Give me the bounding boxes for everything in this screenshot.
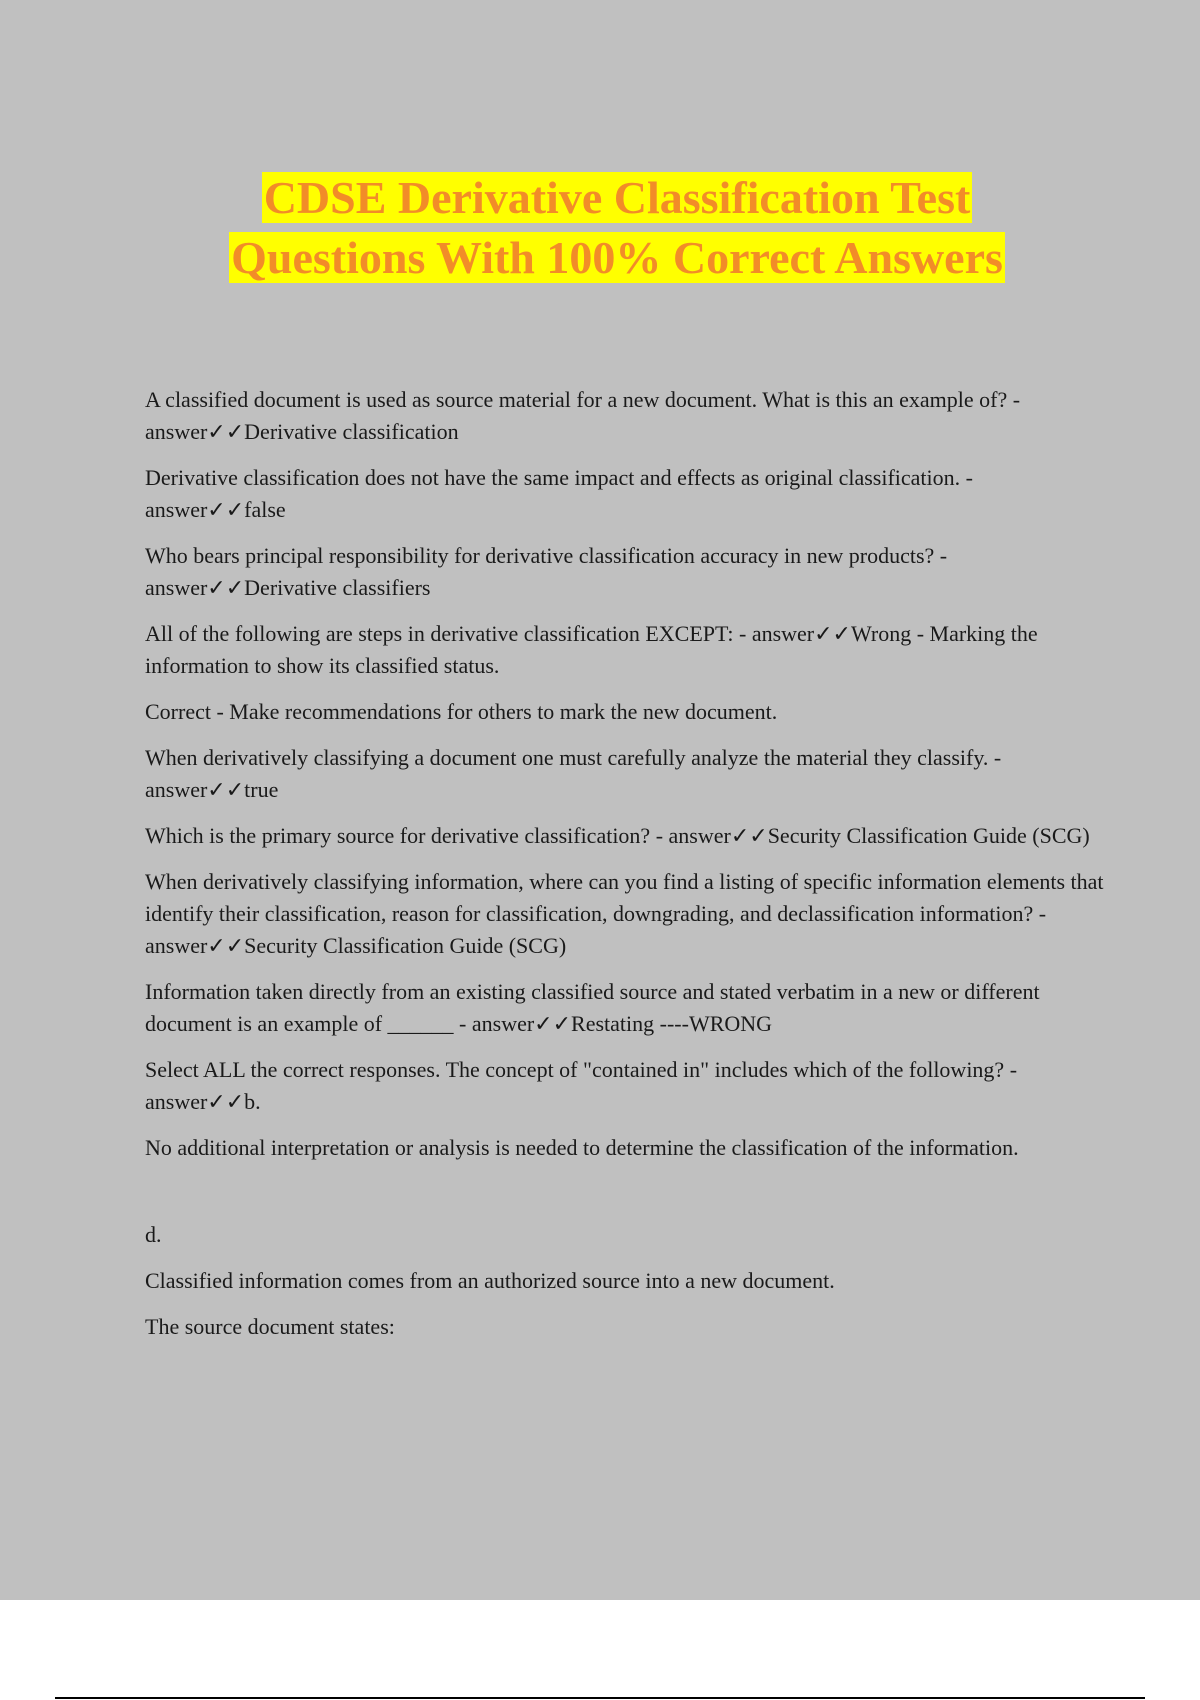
paragraph: Correct - Make recommendations for others to mark the new document.	[145, 699, 778, 724]
paragraph: Select ALL the correct responses. The concept of "contained in" includes which of the following? - answer✓✓b.	[145, 1057, 1018, 1114]
paragraph: d.	[145, 1222, 162, 1247]
paragraph: When derivatively classifying information, where can you find a listing of specific information elements that identify their classification, reason for classification, downgrading, and declassification information? - answer✓✓Security Classification Guide (SCG)	[145, 869, 1104, 958]
title-line-2: Questions With 100% Correct Answers	[231, 232, 1003, 283]
paragraph: The source document states:	[145, 1314, 395, 1339]
document-body	[145, 384, 1105, 1357]
paragraph: A classified document is used as source material for a new document. What is this an example of? - answer✓✓Derivative classification	[145, 387, 1021, 444]
title-line-1: CDSE Derivative Classification Test	[263, 172, 971, 223]
paragraph: Who bears principal responsibility for derivative classification accuracy in new products? - answer✓✓Derivative classifiers	[145, 543, 948, 600]
paragraph: Derivative classification does not have the same impact and effects as original classification. - answer✓✓false	[145, 465, 973, 522]
paragraph: Which is the primary source for derivative classification? - answer✓✓Security Classification Guide (SCG)	[145, 823, 1090, 848]
paragraph: When derivatively classifying a document one must carefully analyze the material they classify. - answer✓✓true	[145, 745, 1002, 802]
paragraph: Classified information comes from an authorized source into a new document.	[145, 1268, 835, 1293]
paragraph: All of the following are steps in derivative classification EXCEPT: - answer✓✓Wrong - Marking the information to show its classified status.	[145, 621, 1038, 678]
paragraph: No additional interpretation or analysis is needed to determine the classification of the information.	[145, 1135, 1019, 1160]
paragraph: Information taken directly from an existing classified source and stated verbatim in a new or different document is an example of ______ - answer✓✓Restating ----WRONG	[145, 979, 1040, 1036]
document-title	[0, 168, 1200, 288]
footer-divider	[55, 1697, 1145, 1699]
